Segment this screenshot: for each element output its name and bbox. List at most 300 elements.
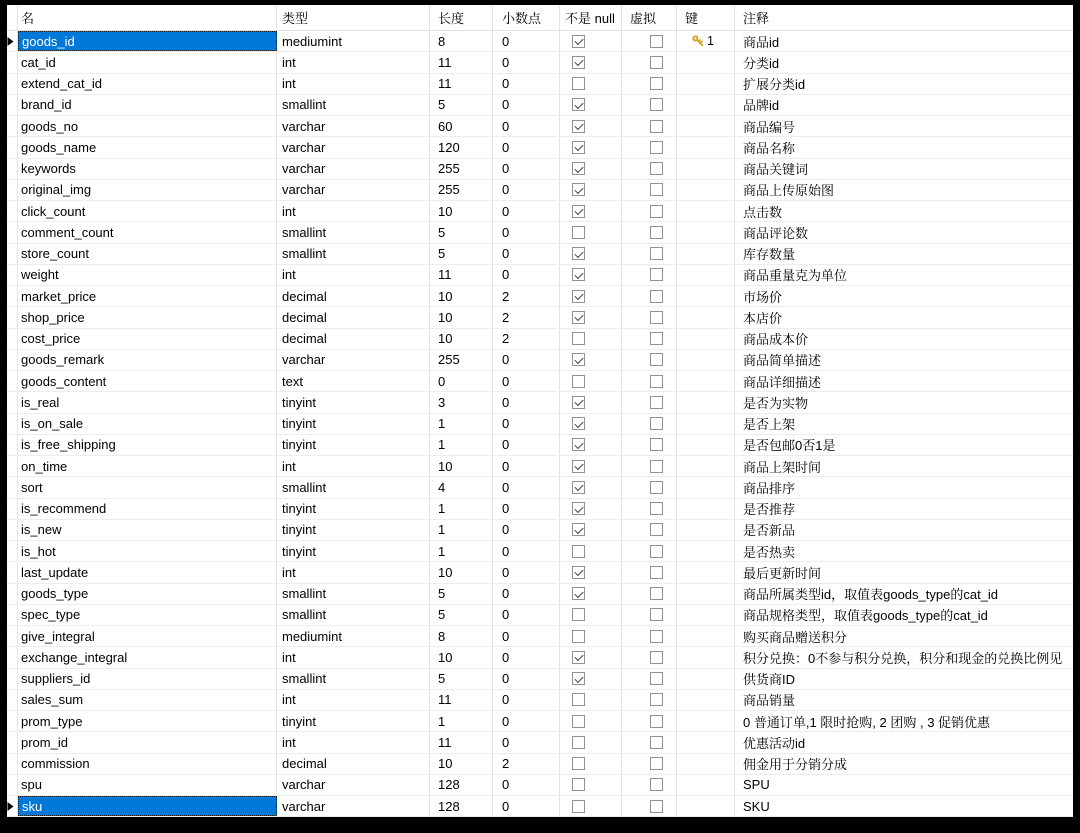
table-row[interactable] [7,796,1073,817]
not-null-checkbox[interactable] [572,736,585,749]
field-comment-cell[interactable]: 是否包邮0否1是 [743,438,836,454]
field-virtual-cell[interactable] [622,329,677,349]
not-null-checkbox[interactable] [572,417,585,430]
not-null-checkbox[interactable] [572,35,585,48]
row-selector-gutter[interactable] [7,711,18,731]
field-type-cell[interactable]: mediumint [277,626,430,646]
virtual-checkbox[interactable] [650,183,663,196]
field-decimals-cell[interactable]: 0 [493,626,560,646]
field-name-cell[interactable]: sort [18,477,277,497]
field-comment-cell[interactable]: 商品销量 [743,693,796,709]
field-name-cell[interactable]: is_new [18,520,277,540]
field-comment-cell[interactable]: 供货商ID [743,672,796,688]
field-length-cell[interactable]: 11 [430,52,493,72]
not-null-checkbox[interactable] [572,460,585,473]
field-comment-cell[interactable]: 商品简单描述 [743,353,822,369]
field-not-null-cell[interactable] [560,31,622,51]
field-comment-cell[interactable]: 商品成本价 [743,332,809,348]
field-virtual-cell[interactable] [622,286,677,306]
virtual-checkbox[interactable] [650,141,663,154]
not-null-checkbox[interactable] [572,545,585,558]
not-null-checkbox[interactable] [572,98,585,111]
virtual-checkbox[interactable] [650,35,663,48]
field-not-null-cell[interactable] [560,499,622,519]
row-selector-gutter[interactable] [7,350,18,370]
field-virtual-cell[interactable] [622,690,677,710]
virtual-checkbox[interactable] [650,736,663,749]
field-not-null-cell[interactable] [560,222,622,242]
field-not-null-cell[interactable] [560,520,622,540]
table-row[interactable] [7,562,1073,583]
field-decimals-cell[interactable]: 0 [493,244,560,264]
field-not-null-cell[interactable] [560,244,622,264]
field-decimals-cell[interactable]: 0 [493,669,560,689]
field-length-cell[interactable]: 5 [430,222,493,242]
field-length-cell[interactable]: 255 [430,350,493,370]
field-decimals-cell[interactable]: 0 [493,31,560,51]
row-selector-gutter[interactable] [7,244,18,264]
field-decimals-cell[interactable]: 2 [493,329,560,349]
field-virtual-cell[interactable] [622,584,677,604]
field-virtual-cell[interactable] [622,159,677,179]
field-length-cell[interactable]: 128 [430,796,493,816]
table-row[interactable] [7,74,1073,95]
field-comment-cell[interactable]: 品牌id [743,98,780,114]
field-not-null-cell[interactable] [560,626,622,646]
field-name-cell[interactable]: last_update [18,562,277,582]
table-row[interactable] [7,435,1073,456]
field-comment-cell[interactable]: 最后更新时间 [743,565,822,581]
field-virtual-cell[interactable] [622,435,677,455]
field-decimals-cell[interactable]: 0 [493,222,560,242]
field-decimals-cell[interactable]: 0 [493,95,560,115]
table-row[interactable] [7,222,1073,243]
field-decimals-cell[interactable]: 0 [493,350,560,370]
field-name-cell[interactable]: shop_price [18,307,277,327]
field-length-cell[interactable]: 1 [430,499,493,519]
row-selector-gutter[interactable] [7,456,18,476]
field-comment-cell[interactable]: 商品编号 [743,119,796,135]
field-type-cell[interactable]: tinyint [277,414,430,434]
row-selector-gutter[interactable] [7,52,18,72]
field-decimals-cell[interactable]: 2 [493,307,560,327]
field-virtual-cell[interactable] [622,605,677,625]
field-type-cell[interactable]: varchar [277,159,430,179]
field-type-cell[interactable]: tinyint [277,499,430,519]
virtual-checkbox[interactable] [650,715,663,728]
field-name-cell[interactable]: prom_type [18,711,277,731]
field-virtual-cell[interactable] [622,265,677,285]
virtual-checkbox[interactable] [650,566,663,579]
field-not-null-cell[interactable] [560,265,622,285]
field-decimals-cell[interactable]: 0 [493,520,560,540]
virtual-checkbox[interactable] [650,630,663,643]
field-virtual-cell[interactable] [622,392,677,412]
not-null-checkbox[interactable] [572,268,585,281]
virtual-checkbox[interactable] [650,290,663,303]
row-selector-gutter[interactable] [7,307,18,327]
field-type-cell[interactable]: int [277,201,430,221]
table-row[interactable] [7,350,1073,371]
field-type-cell[interactable]: text [277,371,430,391]
virtual-checkbox[interactable] [650,56,663,69]
field-comment-cell[interactable]: 商品排序 [743,480,796,496]
field-type-cell[interactable]: smallint [277,605,430,625]
field-not-null-cell[interactable] [560,541,622,561]
virtual-checkbox[interactable] [650,502,663,515]
not-null-checkbox[interactable] [572,693,585,706]
table-row[interactable] [7,371,1073,392]
field-virtual-cell[interactable] [622,414,677,434]
field-comment-cell[interactable]: 是否推荐 [743,502,796,518]
field-not-null-cell[interactable] [560,562,622,582]
field-name-cell[interactable]: goods_name [18,137,277,157]
field-name-cell[interactable]: goods_content [18,371,277,391]
field-decimals-cell[interactable]: 0 [493,541,560,561]
field-comment-cell[interactable]: 库存数量 [743,247,796,263]
field-not-null-cell[interactable] [560,435,622,455]
field-name-cell[interactable]: give_integral [18,626,277,646]
row-selector-gutter[interactable] [7,775,18,795]
field-length-cell[interactable]: 5 [430,605,493,625]
table-row[interactable] [7,647,1073,668]
field-length-cell[interactable]: 11 [430,265,493,285]
table-row[interactable] [7,307,1073,328]
field-decimals-cell[interactable]: 0 [493,201,560,221]
field-virtual-cell[interactable] [622,244,677,264]
virtual-checkbox[interactable] [650,778,663,791]
virtual-checkbox[interactable] [650,438,663,451]
table-row[interactable] [7,265,1073,286]
table-row[interactable] [7,520,1073,541]
field-length-cell[interactable]: 10 [430,647,493,667]
field-virtual-cell[interactable] [622,31,677,51]
not-null-checkbox[interactable] [572,183,585,196]
field-length-cell[interactable]: 128 [430,775,493,795]
field-decimals-cell[interactable]: 0 [493,159,560,179]
column-header-decimals[interactable]: 小数点 [493,5,560,30]
virtual-checkbox[interactable] [650,120,663,133]
field-decimals-cell[interactable]: 0 [493,137,560,157]
field-virtual-cell[interactable] [622,775,677,795]
field-virtual-cell[interactable] [622,754,677,774]
field-not-null-cell[interactable] [560,159,622,179]
field-name-cell[interactable]: sales_sum [18,690,277,710]
field-length-cell[interactable]: 10 [430,329,493,349]
field-type-cell[interactable]: int [277,647,430,667]
field-type-cell[interactable]: int [277,562,430,582]
field-not-null-cell[interactable] [560,754,622,774]
row-selector-gutter[interactable] [7,754,18,774]
not-null-checkbox[interactable] [572,247,585,260]
table-row[interactable] [7,244,1073,265]
table-row[interactable] [7,52,1073,73]
field-name-cell[interactable]: is_free_shipping [18,435,277,455]
field-type-cell[interactable]: smallint [277,669,430,689]
field-type-cell[interactable]: smallint [277,477,430,497]
table-row[interactable] [7,286,1073,307]
row-selector-gutter[interactable] [7,180,18,200]
field-comment-cell[interactable]: 佣金用于分销分成 [743,757,848,773]
field-type-cell[interactable]: smallint [277,222,430,242]
field-virtual-cell[interactable] [622,95,677,115]
virtual-checkbox[interactable] [650,205,663,218]
field-name-cell[interactable]: commission [18,754,277,774]
field-name-cell[interactable]: on_time [18,456,277,476]
field-decimals-cell[interactable]: 0 [493,456,560,476]
field-comment-cell[interactable]: SKU [743,798,770,814]
field-length-cell[interactable]: 1 [430,711,493,731]
row-selector-gutter[interactable] [7,477,18,497]
field-decimals-cell[interactable]: 0 [493,499,560,519]
virtual-checkbox[interactable] [650,545,663,558]
virtual-checkbox[interactable] [650,417,663,430]
field-name-cell[interactable]: original_img [18,180,277,200]
field-type-cell[interactable]: decimal [277,286,430,306]
row-selector-gutter[interactable] [7,116,18,136]
field-name-cell[interactable]: extend_cat_id [18,74,277,94]
field-not-null-cell[interactable] [560,201,622,221]
field-length-cell[interactable]: 0 [430,371,493,391]
field-length-cell[interactable]: 10 [430,754,493,774]
field-type-cell[interactable]: tinyint [277,541,430,561]
field-not-null-cell[interactable] [560,74,622,94]
field-length-cell[interactable]: 10 [430,307,493,327]
field-comment-cell[interactable]: 商品关键词 [743,162,809,178]
table-row[interactable] [7,669,1073,690]
not-null-checkbox[interactable] [572,587,585,600]
field-decimals-cell[interactable]: 0 [493,371,560,391]
field-not-null-cell[interactable] [560,52,622,72]
row-selector-gutter[interactable] [7,222,18,242]
field-length-cell[interactable]: 1 [430,541,493,561]
column-header-name[interactable]: 名 [18,5,277,30]
row-selector-gutter[interactable] [7,392,18,412]
row-selector-gutter[interactable] [7,286,18,306]
virtual-checkbox[interactable] [650,247,663,260]
field-not-null-cell[interactable] [560,584,622,604]
field-virtual-cell[interactable] [622,520,677,540]
column-header-key[interactable]: 键 [677,5,735,30]
field-comment-cell[interactable]: 商品所属类型id，取值表goods_type的cat_id [743,587,999,603]
table-row[interactable] [7,201,1073,222]
field-comment-cell[interactable]: 扩展分类id [743,77,806,93]
row-selector-gutter[interactable] [7,329,18,349]
field-virtual-cell[interactable] [622,201,677,221]
field-name-cell[interactable]: keywords [18,159,277,179]
virtual-checkbox[interactable] [650,396,663,409]
virtual-checkbox[interactable] [650,311,663,324]
field-not-null-cell[interactable] [560,392,622,412]
table-row[interactable] [7,626,1073,647]
field-type-cell[interactable]: tinyint [277,711,430,731]
field-decimals-cell[interactable]: 0 [493,690,560,710]
field-name-cell[interactable]: click_count [18,201,277,221]
field-name-cell[interactable]: goods_no [18,116,277,136]
field-virtual-cell[interactable] [622,732,677,752]
field-name-cell[interactable]: brand_id [18,95,277,115]
table-row[interactable] [7,690,1073,711]
field-decimals-cell[interactable]: 0 [493,74,560,94]
field-not-null-cell[interactable] [560,690,622,710]
field-virtual-cell[interactable] [622,350,677,370]
field-name-cell[interactable]: goods_remark [18,350,277,370]
field-not-null-cell[interactable] [560,371,622,391]
field-length-cell[interactable]: 10 [430,562,493,582]
field-name-cell[interactable]: cost_price [18,329,277,349]
field-comment-cell[interactable]: 优惠活动id [743,735,806,751]
not-null-checkbox[interactable] [572,715,585,728]
field-type-cell[interactable]: varchar [277,350,430,370]
field-comment-cell[interactable]: 商品评论数 [743,225,809,241]
field-comment-cell[interactable]: 是否为实物 [743,395,809,411]
field-not-null-cell[interactable] [560,116,622,136]
row-selector-gutter[interactable] [7,499,18,519]
virtual-checkbox[interactable] [650,481,663,494]
field-type-cell[interactable]: varchar [277,180,430,200]
field-type-cell[interactable]: int [277,74,430,94]
field-name-cell[interactable]: is_on_sale [18,414,277,434]
field-comment-cell[interactable]: 分类id [743,55,780,71]
column-header-virtual[interactable]: 虚拟 [622,5,677,30]
field-type-cell[interactable]: decimal [277,329,430,349]
field-type-cell[interactable]: smallint [277,95,430,115]
field-type-cell[interactable]: varchar [277,775,430,795]
table-row[interactable] [7,605,1073,626]
virtual-checkbox[interactable] [650,162,663,175]
row-selector-gutter[interactable] [7,414,18,434]
table-row[interactable] [7,584,1073,605]
field-comment-cell[interactable]: 商品详细描述 [743,374,822,390]
field-comment-cell[interactable]: SPU [743,777,770,793]
field-decimals-cell[interactable]: 0 [493,796,560,816]
table-row[interactable] [7,159,1073,180]
table-row[interactable] [7,499,1073,520]
not-null-checkbox[interactable] [572,800,585,813]
not-null-checkbox[interactable] [572,77,585,90]
column-header-comment[interactable]: 注释 [743,11,770,26]
row-selector-gutter[interactable] [7,690,18,710]
field-type-cell[interactable]: decimal [277,307,430,327]
row-selector-gutter[interactable] [7,562,18,582]
field-name-cell[interactable]: goods_type [18,584,277,604]
not-null-checkbox[interactable] [572,353,585,366]
field-name-cell[interactable]: spec_type [18,605,277,625]
field-comment-cell[interactable]: 本店价 [743,310,783,326]
field-length-cell[interactable]: 1 [430,435,493,455]
row-selector-gutter[interactable] [7,137,18,157]
virtual-checkbox[interactable] [650,268,663,281]
field-decimals-cell[interactable]: 0 [493,477,560,497]
field-virtual-cell[interactable] [622,180,677,200]
field-not-null-cell[interactable] [560,477,622,497]
not-null-checkbox[interactable] [572,672,585,685]
field-decimals-cell[interactable]: 0 [493,647,560,667]
field-length-cell[interactable]: 8 [430,31,493,51]
field-virtual-cell[interactable] [622,371,677,391]
field-virtual-cell[interactable] [622,541,677,561]
virtual-checkbox[interactable] [650,757,663,770]
table-row[interactable] [7,775,1073,796]
not-null-checkbox[interactable] [572,523,585,536]
row-selector-gutter[interactable] [7,95,18,115]
field-length-cell[interactable]: 8 [430,626,493,646]
virtual-checkbox[interactable] [650,353,663,366]
not-null-checkbox[interactable] [572,226,585,239]
not-null-checkbox[interactable] [572,290,585,303]
table-row[interactable] [7,116,1073,137]
not-null-checkbox[interactable] [572,396,585,409]
field-type-cell[interactable]: varchar [277,137,430,157]
field-virtual-cell[interactable] [622,562,677,582]
virtual-checkbox[interactable] [650,523,663,536]
not-null-checkbox[interactable] [572,481,585,494]
virtual-checkbox[interactable] [650,77,663,90]
field-decimals-cell[interactable]: 0 [493,732,560,752]
field-not-null-cell[interactable] [560,414,622,434]
field-decimals-cell[interactable]: 2 [493,286,560,306]
virtual-checkbox[interactable] [650,672,663,685]
field-length-cell[interactable]: 10 [430,456,493,476]
field-virtual-cell[interactable] [622,796,677,816]
field-length-cell[interactable]: 11 [430,732,493,752]
field-length-cell[interactable]: 5 [430,244,493,264]
field-type-cell[interactable]: int [277,456,430,476]
field-not-null-cell[interactable] [560,775,622,795]
field-name-cell[interactable]: is_hot [18,541,277,561]
virtual-checkbox[interactable] [650,608,663,621]
field-not-null-cell[interactable] [560,180,622,200]
field-type-cell[interactable]: int [277,52,430,72]
field-decimals-cell[interactable]: 0 [493,116,560,136]
table-row[interactable] [7,541,1073,562]
not-null-checkbox[interactable] [572,651,585,664]
row-selector-gutter[interactable] [7,31,18,51]
field-virtual-cell[interactable] [622,626,677,646]
field-comment-cell[interactable]: 是否热卖 [743,544,796,560]
field-type-cell[interactable]: tinyint [277,392,430,412]
not-null-checkbox[interactable] [572,56,585,69]
not-null-checkbox[interactable] [572,205,585,218]
not-null-checkbox[interactable] [572,757,585,770]
field-virtual-cell[interactable] [622,52,677,72]
field-virtual-cell[interactable] [622,222,677,242]
field-length-cell[interactable]: 10 [430,201,493,221]
virtual-checkbox[interactable] [650,693,663,706]
field-decimals-cell[interactable]: 2 [493,754,560,774]
field-virtual-cell[interactable] [622,116,677,136]
field-decimals-cell[interactable]: 0 [493,180,560,200]
not-null-checkbox[interactable] [572,438,585,451]
field-length-cell[interactable]: 4 [430,477,493,497]
field-type-cell[interactable]: varchar [277,116,430,136]
table-row[interactable] [7,456,1073,477]
field-length-cell[interactable]: 60 [430,116,493,136]
field-decimals-cell[interactable]: 0 [493,435,560,455]
field-name-cell[interactable]: is_real [18,392,277,412]
field-decimals-cell[interactable]: 0 [493,775,560,795]
field-decimals-cell[interactable]: 0 [493,584,560,604]
field-not-null-cell[interactable] [560,329,622,349]
field-type-cell[interactable]: int [277,690,430,710]
field-type-cell[interactable]: decimal [277,754,430,774]
not-null-checkbox[interactable] [572,311,585,324]
row-selector-gutter[interactable] [7,159,18,179]
field-name-cell[interactable]: sku [18,796,277,816]
field-comment-cell[interactable]: 购买商品赠送积分 [743,629,848,645]
table-row[interactable] [7,137,1073,158]
field-virtual-cell[interactable] [622,711,677,731]
